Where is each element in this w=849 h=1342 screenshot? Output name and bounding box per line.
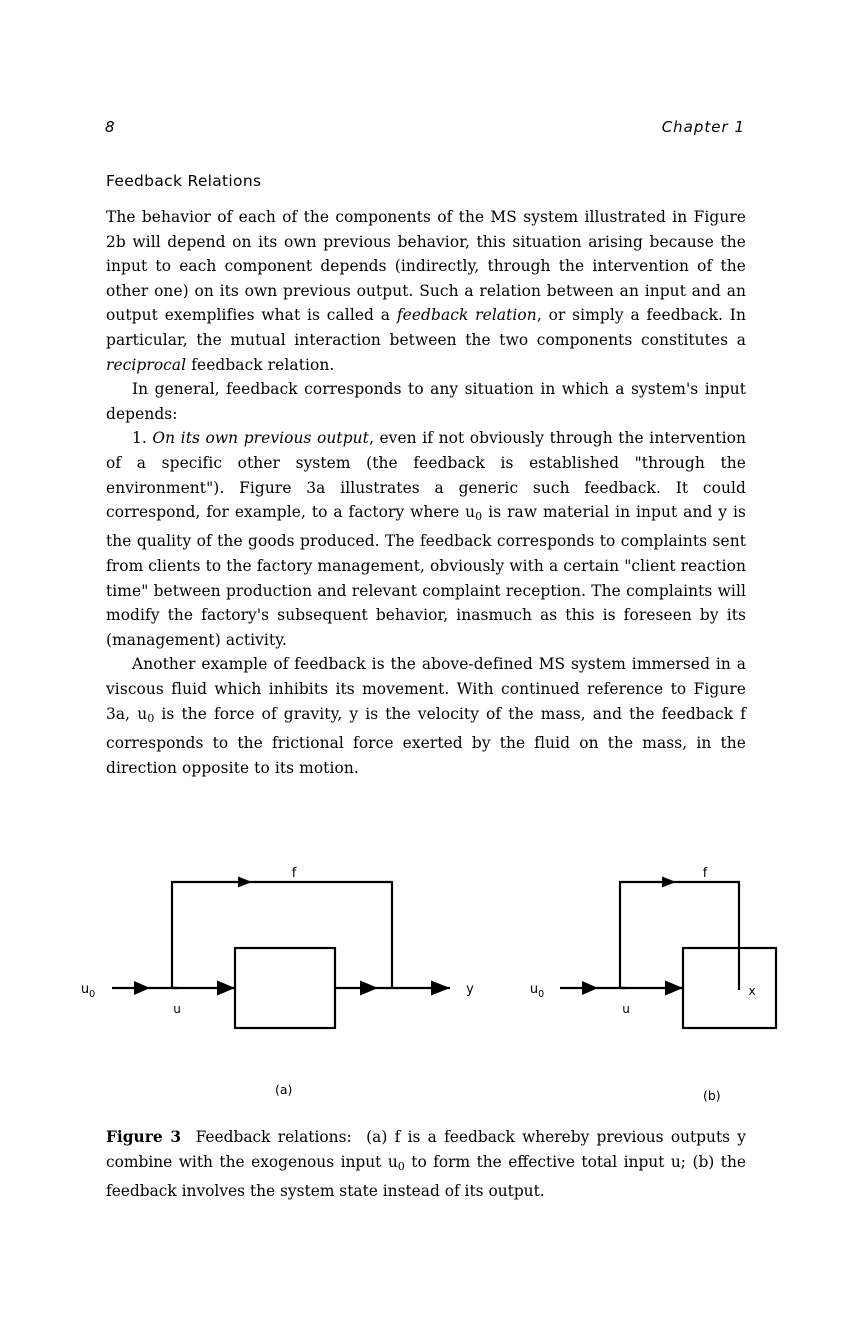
panel-b-letter: (b) [703, 1088, 721, 1103]
paragraph-4: Another example of feedback is the above-defined MS system immersed in a viscous fluid which inhibits its movement. With continued reference to Figure 3a, $u_0$ is the force of gravity, y is the velocity of the mass, and the feedback f corresponds to the frictional force exerted by the fluid on the mass, in the direction opposite to its motion. [106, 655, 746, 777]
figure-3 [0, 855, 849, 1115]
panel-a-label-u0: $u_0$ [80, 982, 96, 1000]
body-text [106, 205, 746, 780]
paragraph-3: 1. On its own previous output, even if not obviously through the intervention of a specific other system (the feedback is established "through the environment"). Figure 3a illustrates a generic such feedback. It could correspond, for example, to a factory where $u_0$ is raw material in input and y is the quality of the goods produced. The feedback corresponds to complaints sent from clients to the factory management, obviously with a certain "client reaction time" between production and relevant complaint reception. The complaints will modify the factory's subsequent behavior, inasmuch as this is foreseen by its (management) activity. [106, 429, 746, 649]
panel-a-feedback-arrow [238, 877, 252, 888]
panel-b-label-x: x [748, 984, 756, 998]
panel-b-label-u: u [622, 1002, 630, 1016]
panel-b-system-block [683, 948, 776, 1028]
panel-b-feedback-path [620, 882, 739, 990]
panel-b-label-f: f [702, 866, 708, 881]
panel-a-letter: (a) [275, 1082, 293, 1097]
panel-a-label-u: u [173, 1002, 181, 1016]
panel-a-output-arrow-2 [431, 981, 450, 996]
paragraph-2: In general, feedback corresponds to any situation in which a system's input depends: [106, 380, 746, 423]
panel-b-label-u0: $u_0$ [529, 982, 545, 1000]
panel-a-input-arrow [134, 981, 150, 995]
panel-a-label-f: f [291, 866, 297, 881]
panel-a-label-y: y [466, 982, 474, 997]
panel-b-input-arrow [582, 981, 598, 995]
panel-a-sum-to-block-arrow [217, 981, 235, 996]
panel-b-sum-to-block-arrow [665, 981, 683, 996]
figure-caption: Figure 3 Feedback relations: (a) f is a feedback whereby previous outputs y combine with the exogenous input $u_0$ to form the effective total input u; (b) the feedback involves the system state instead of its output. [106, 1128, 746, 1200]
panel-a-feedback-path [172, 882, 392, 988]
panel-b-feedback-arrow [662, 877, 676, 888]
page-header [105, 118, 745, 136]
paragraph-1: The behavior of each of the components of the MS system illustrated in Figure 2b will depend on its own previous behavior, this situation arising because the input to each component depends (indirectly, through the intervention of the other one) on its own previous output. Such a relation between an input and an output exemplifies what is called a feedback relation, or simply a feedback. In particular, the mutual interaction between the two components constitutes a reciprocal feedback relation. [106, 208, 746, 374]
panel-b-graphic [530, 866, 776, 1028]
panel-a-output-arrow-1 [360, 981, 378, 996]
chapter-label: Chapter 1 [661, 118, 745, 136]
panel-a-graphic [81, 866, 474, 1028]
page-number: 8 [105, 118, 115, 136]
section-title: Feedback Relations [106, 172, 262, 190]
figure-3-diagram [0, 855, 849, 1115]
panel-a-system-block [235, 948, 335, 1028]
